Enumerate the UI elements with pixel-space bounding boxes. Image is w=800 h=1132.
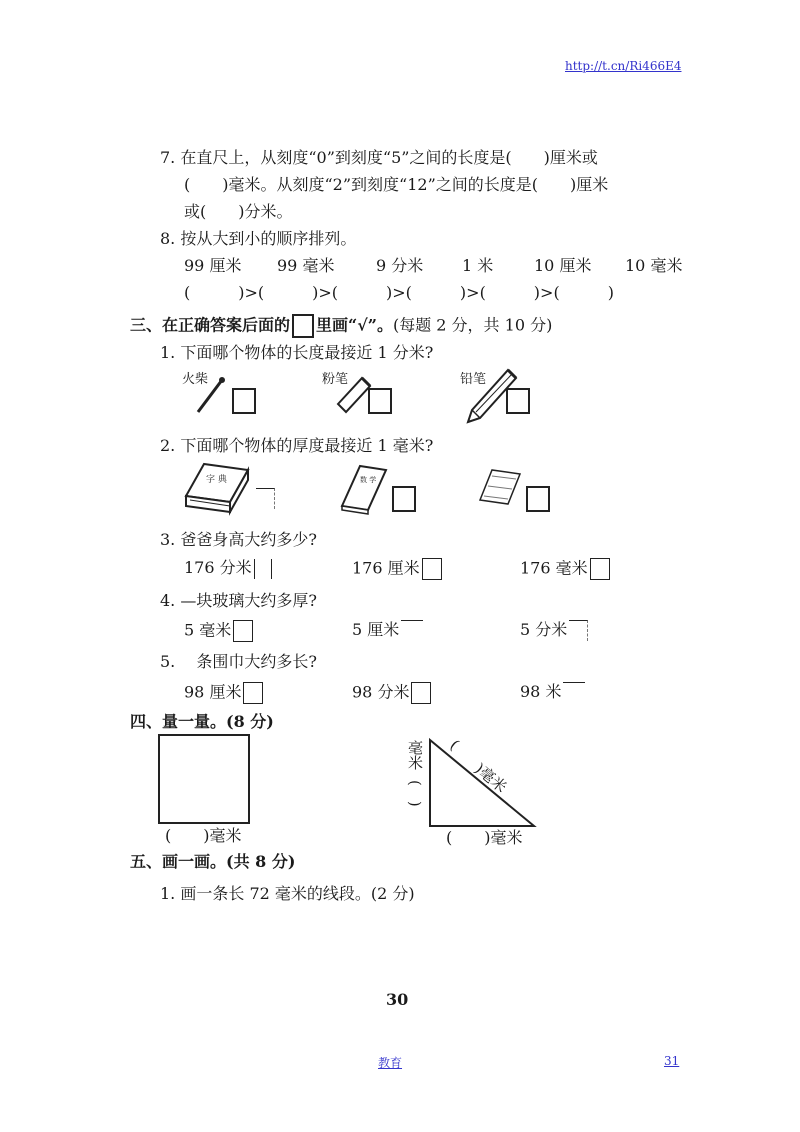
checkbox-math-book[interactable]: [392, 486, 416, 512]
footer-page-link[interactable]: 31: [664, 1054, 680, 1068]
pencil-label: 铅笔: [460, 372, 487, 387]
square-answer-label: ( )毫米: [165, 826, 242, 845]
s3-q3-text: 3. 爸爸身高大约多少?: [160, 530, 317, 549]
option-label: 5 毫米: [184, 620, 232, 640]
measure-square: [158, 734, 250, 824]
chalk-label: 粉笔: [322, 372, 349, 387]
s3-q4-option: [184, 620, 253, 642]
q8-item: 9 分米: [376, 256, 424, 275]
section3-title-a: 三、在正确答案后面的: [130, 315, 291, 335]
checkbox-chalk[interactable]: [368, 388, 392, 414]
checkbox-176mm[interactable]: [590, 558, 610, 580]
checkbox-98cm[interactable]: [243, 682, 263, 704]
s3-q1-text: 1. 下面哪个物体的长度最接近 1 分米?: [160, 343, 434, 362]
match-label: 火柴: [182, 372, 209, 387]
checkbox-5mm[interactable]: [233, 620, 253, 642]
option-label: 98 厘米: [184, 682, 242, 702]
q8-item: 10 厘米: [534, 256, 592, 275]
checkbox-dictionary[interactable]: [256, 488, 275, 509]
option-label: 176 分米: [184, 558, 252, 577]
section4-title: 四、量一量。(8 分): [130, 712, 274, 731]
s3-q2-text: 2. 下面哪个物体的厚度最接近 1 毫米?: [160, 436, 434, 455]
section3-title: [130, 314, 552, 338]
q8-blanks: ( )>( )>( )>( )>( )>( ): [184, 283, 614, 302]
q7-line-1: 7. 在直尺上，从刻度“0”到刻度“5”之间的长度是( )厘米或: [160, 148, 598, 167]
answer-box-icon: [292, 314, 314, 338]
tri-hyp-open: (: [446, 736, 463, 754]
q8-item: 99 毫米: [277, 256, 335, 275]
match-icon: [190, 376, 230, 416]
checkbox-matchstick[interactable]: [232, 388, 256, 414]
checkbox-176dm[interactable]: [254, 559, 272, 579]
checkbox-176cm[interactable]: [422, 558, 442, 580]
dictionary-label: 字 典: [206, 475, 227, 485]
option-label: 98 米: [520, 682, 562, 701]
s3-q5-text: 5. 条围巾大约多长?: [160, 652, 317, 671]
checkbox-5cm[interactable]: [401, 620, 423, 641]
section3-title-b: 里画“√”。: [316, 315, 393, 335]
s3-q5-option: [184, 682, 263, 704]
tri-bottom-label: ( )毫米: [446, 828, 523, 847]
tri-hyp-label: )毫米: [471, 759, 511, 797]
checkbox-98dm[interactable]: [411, 682, 431, 704]
math-book-label: 数 学: [360, 476, 377, 484]
s3-q3-option: [520, 558, 610, 580]
checkbox-paper[interactable]: [526, 486, 550, 512]
s3-q4-text: 4. —块玻璃大约多厚?: [160, 591, 317, 610]
footer-education-link[interactable]: 教育: [378, 1056, 403, 1070]
dictionary-icon: [182, 460, 252, 516]
checkbox-pencil[interactable]: [506, 388, 530, 414]
s5-q1-text: 1. 画一条长 72 毫米的线段。(2 分): [160, 884, 415, 903]
section3-title-c: (每题 2 分，共 10 分): [392, 315, 553, 335]
s3-q3-option: [184, 558, 272, 579]
option-label: 5 分米: [520, 620, 568, 639]
header-url-link[interactable]: http://t.cn/Ri466E4: [565, 59, 682, 73]
page-number: 30: [386, 990, 409, 1009]
tri-left-paren: ( ): [406, 780, 424, 807]
paper-icon: [476, 466, 524, 508]
checkbox-5dm[interactable]: [569, 620, 588, 641]
q8-item: 10 毫米: [625, 256, 683, 275]
tri-left-label: 毫米: [406, 740, 424, 770]
option-label: 176 毫米: [520, 558, 588, 578]
option-label: 176 厘米: [352, 558, 420, 578]
s3-q5-option: [520, 682, 585, 703]
s3-q5-option: [352, 682, 431, 704]
math-book-icon: [338, 462, 390, 516]
q8-title: 8. 按从大到小的顺序排列。: [160, 229, 357, 248]
option-label: 5 厘米: [352, 620, 400, 639]
q8-item: 1 米: [462, 256, 494, 275]
section5-title: 五、画一画。(共 8 分): [130, 852, 296, 871]
q8-item: 99 厘米: [184, 256, 242, 275]
q7-line-2: ( )毫米。从刻度“2”到刻度“12”之间的长度是( )厘米: [184, 175, 609, 194]
s3-q3-option: [352, 558, 442, 580]
checkbox-98m[interactable]: [563, 682, 585, 703]
s3-q4-option: [520, 620, 588, 641]
q7-line-3: 或( )分米。: [184, 202, 293, 221]
option-label: 98 分米: [352, 682, 410, 702]
s3-q4-option: [352, 620, 423, 641]
